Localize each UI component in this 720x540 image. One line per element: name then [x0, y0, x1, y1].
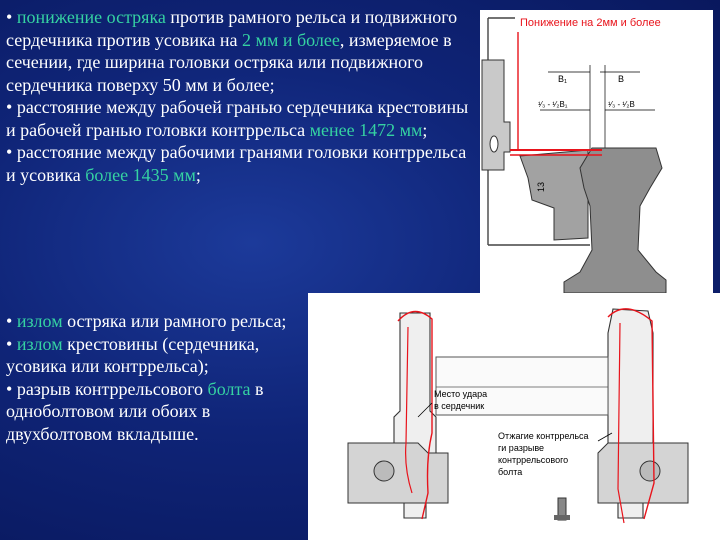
highlight-text: излом — [16, 311, 63, 331]
fastener-icon — [374, 461, 394, 481]
rail-section-drawing — [480, 10, 713, 293]
bolt-icon — [554, 515, 570, 520]
item-text: расстояние между рабочей гранью сердечника крестовины и рабочей гранью головки контррельса — [6, 97, 469, 140]
list-item: • разрыв контррельсового болта в одноболтовом или обоих в двухболтовом вкладыше. — [6, 378, 264, 444]
highlight-text: 2 мм и более — [242, 29, 340, 50]
callout-guardrail-shift: болта — [498, 467, 523, 477]
switch-blade-body — [482, 60, 510, 170]
dimension-label: B — [618, 74, 625, 84]
callout-guardrail-shift: ги разрыве — [498, 443, 545, 453]
callout-guardrail-shift: контррельсового — [498, 455, 569, 465]
list-item: • расстояние между рабочими гранями головки контррельса и усовика более 1435 мм; — [6, 142, 467, 185]
bottom-text-block — [6, 310, 306, 445]
item-text: расстояние между рабочими гранями головки контррельса и усовика — [6, 142, 467, 185]
dimension-label: ¹⁄₃ - ¹⁄₂B — [608, 100, 635, 109]
highlight-text: менее 1472 мм — [309, 119, 423, 140]
switch-blade-head — [520, 150, 588, 240]
list-item: • расстояние между рабочей гранью сердечника крестовины и рабочей гранью головки контррельса менее 1472 мм; — [6, 97, 469, 140]
rail-section-diagram — [480, 10, 713, 293]
list-item: • излом остряка или рамного рельса; — [6, 311, 287, 331]
item-text: против рамного рельса и подвижного сердечника против усовика на — [6, 7, 458, 50]
highlight-text: излом — [16, 333, 63, 354]
crossing-section-diagram — [308, 293, 720, 540]
dimension-label: B₁ — [558, 74, 568, 84]
highlight-text: более 1435 мм — [85, 164, 196, 185]
top-text-block — [6, 6, 476, 186]
item-text: , измеряемое в сечении, где ширина головки остряка или подвижного сердечника поверху 50 мм и более; — [6, 29, 452, 95]
bolt-hole-icon — [490, 136, 498, 152]
callout-impact-point: в сердечник — [434, 401, 485, 411]
dimension-label: ¹⁄₃ - ¹⁄₂B₁ — [538, 100, 568, 109]
callout-guardrail-shift: Отжагие контррельса — [498, 431, 589, 441]
item-text: ; — [195, 164, 201, 185]
item-text: в одноболтовом или обоих в двухболтовом вкладыше. — [6, 378, 264, 444]
callout-impact-point: Место удара — [434, 389, 488, 399]
highlight-text: болта — [207, 378, 251, 399]
list-item: • излом крестовины (сердечника, усовика или контррельса); — [6, 333, 260, 376]
highlight-text: понижение остряка — [16, 7, 166, 27]
item-text: крестовины (сердечника, усовика или контррельса); — [6, 333, 260, 376]
list-item: • понижение остряка против рамного рельса и подвижного сердечника против усовика на 2 мм и более, измеряемое в сечении, где ширина головки остряка или подвижного сердечника поверху 50 мм и более; — [6, 7, 458, 95]
dimension-label: 13 — [536, 181, 546, 192]
fastener-icon — [640, 461, 660, 481]
diagram-caption: Понижение на 2мм и более — [520, 17, 661, 29]
item-text: разрыв контррельсового — [16, 378, 208, 399]
item-text: остряка или рамного рельса; — [62, 311, 287, 331]
crossing-drawing — [308, 293, 720, 540]
item-text: ; — [422, 119, 428, 140]
